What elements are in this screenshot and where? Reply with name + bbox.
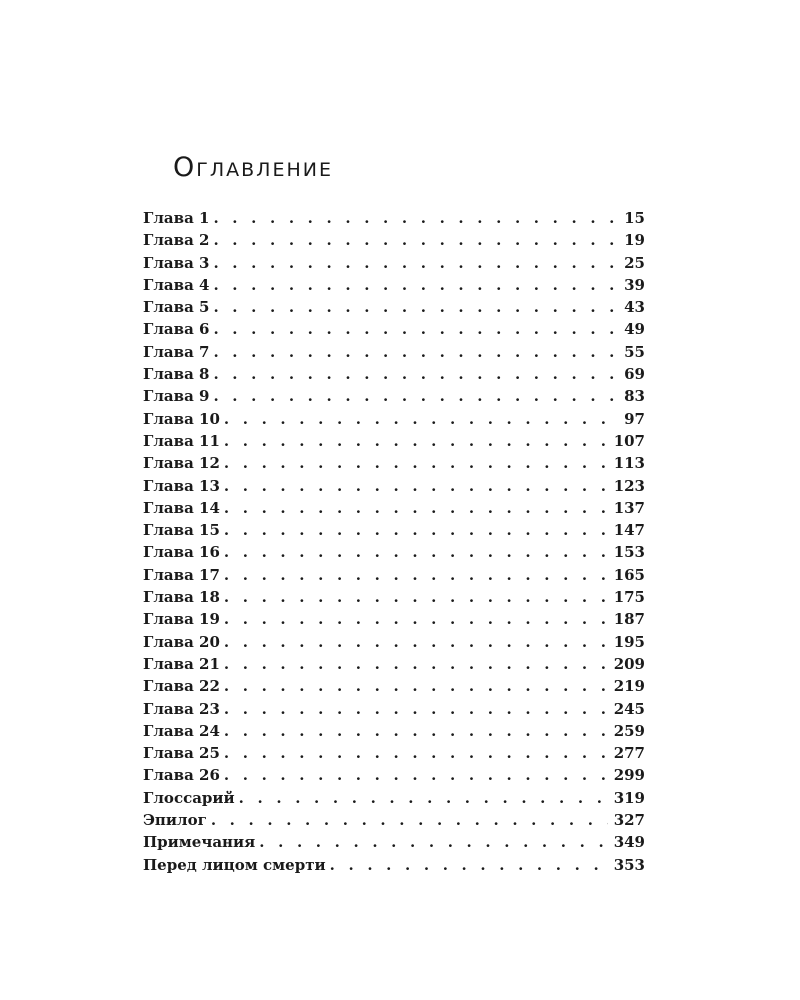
- toc-entry-page-number: 43: [624, 298, 645, 317]
- toc-dot-leader: [224, 586, 608, 608]
- toc-entry-page-number: 165: [613, 565, 645, 584]
- toc-dot-leader: [224, 764, 608, 786]
- toc-dot-leader: [224, 675, 608, 697]
- toc-entry-label: Глава 13: [143, 476, 220, 495]
- toc-entry[interactable]: [143, 608, 645, 630]
- toc-entry-page-number: 147: [613, 521, 645, 540]
- toc-entry-label: Глава 7: [143, 342, 210, 361]
- toc-dot-leader: [224, 541, 608, 563]
- toc-entry-page-number: 137: [613, 498, 645, 517]
- toc-entry-label: Глава 15: [143, 521, 220, 540]
- toc-entry-page-number: 219: [613, 677, 645, 696]
- toc-dot-leader: [224, 564, 608, 586]
- toc-entry-page-number: 97: [624, 409, 645, 428]
- toc-entry-label: Глава 25: [143, 744, 220, 763]
- toc-entry-label: Глава 3: [143, 253, 210, 272]
- toc-dot-leader: [224, 430, 608, 452]
- toc-entry[interactable]: [143, 341, 645, 363]
- toc-entry[interactable]: [143, 541, 645, 563]
- toc-entry[interactable]: [143, 742, 645, 764]
- toc-entry-label: Глава 26: [143, 766, 220, 785]
- toc-entry-label: Глава 1: [143, 209, 210, 227]
- toc-entry-label: Примечания: [143, 833, 256, 852]
- toc-entry-label: Глава 18: [143, 588, 220, 607]
- toc-entry-label: Глава 12: [143, 454, 220, 473]
- toc-dot-leader: [224, 698, 608, 720]
- toc-entry-page-number: 83: [624, 387, 645, 406]
- toc-entry-page-number: 327: [613, 811, 645, 830]
- toc-dot-leader: [213, 274, 618, 296]
- toc-dot-leader: [224, 408, 618, 430]
- toc-entry-label: Глава 24: [143, 721, 220, 740]
- toc-entry-label: Глава 19: [143, 610, 220, 629]
- toc-entry[interactable]: [143, 698, 645, 720]
- toc-entry-page-number: 69: [624, 365, 645, 384]
- toc-entry-page-number: 175: [613, 588, 645, 607]
- toc-entry[interactable]: [143, 385, 645, 407]
- toc-dot-leader: [213, 252, 618, 274]
- toc-entry[interactable]: [143, 787, 645, 809]
- toc-entry[interactable]: [143, 809, 645, 831]
- toc-dot-leader: [224, 653, 608, 675]
- toc-entry[interactable]: [143, 586, 645, 608]
- toc-entry-label: Перед лицом смерти: [143, 855, 326, 874]
- toc-entry-label: Глава 2: [143, 231, 210, 250]
- toc-dot-leader: [224, 452, 608, 474]
- toc-dot-leader: [224, 608, 608, 630]
- toc-entry-page-number: 299: [613, 766, 645, 785]
- toc-entry-label: Глава 4: [143, 275, 210, 294]
- toc-entry[interactable]: [143, 229, 645, 251]
- toc-entry-label: Глава 14: [143, 498, 220, 517]
- toc-dot-leader: [213, 341, 618, 363]
- toc-entry[interactable]: [143, 452, 645, 474]
- toc-entry[interactable]: [143, 519, 645, 541]
- toc-entry-page-number: 209: [613, 654, 645, 673]
- toc-entry[interactable]: [143, 296, 645, 318]
- toc-dot-leader: [213, 207, 618, 229]
- toc-entry-label: Глава 10: [143, 409, 220, 428]
- toc-entry-page-number: 15: [624, 209, 645, 227]
- toc-list: [143, 207, 645, 876]
- toc-entry-page-number: 259: [613, 721, 645, 740]
- toc-dot-leader: [213, 385, 618, 407]
- toc-dot-leader: [224, 475, 608, 497]
- toc-entry-label: Глава 5: [143, 298, 210, 317]
- toc-dot-leader: [239, 787, 608, 809]
- toc-entry[interactable]: [143, 497, 645, 519]
- toc-entry[interactable]: [143, 564, 645, 586]
- toc-dot-leader: [259, 831, 607, 853]
- toc-entry-page-number: 277: [613, 744, 645, 763]
- toc-dot-leader: [224, 519, 608, 541]
- toc-entry[interactable]: [143, 207, 645, 229]
- toc-dot-leader: [213, 363, 618, 385]
- toc-dot-leader: [224, 742, 608, 764]
- toc-dot-leader: [213, 318, 618, 340]
- toc-dot-leader: [224, 720, 608, 742]
- toc-entry-page-number: 319: [613, 788, 645, 807]
- toc-entry[interactable]: [143, 675, 645, 697]
- toc-entry-label: Глава 8: [143, 365, 210, 384]
- toc-entry[interactable]: [143, 363, 645, 385]
- toc-dot-leader: [211, 809, 608, 831]
- toc-entry-page-number: 349: [613, 833, 645, 852]
- toc-entry-page-number: 55: [624, 342, 645, 361]
- toc-entry[interactable]: [143, 764, 645, 786]
- toc-dot-leader: [213, 229, 618, 251]
- toc-entry-label: Глава 11: [143, 431, 220, 450]
- toc-entry[interactable]: [143, 831, 645, 853]
- toc-entry-label: Глава 22: [143, 677, 220, 696]
- toc-entry-page-number: 195: [613, 632, 645, 651]
- toc-entry-label: Глоссарий: [143, 788, 235, 807]
- toc-entry-label: Глава 6: [143, 320, 210, 339]
- toc-dot-leader: [330, 854, 608, 876]
- toc-entry-page-number: 153: [613, 543, 645, 562]
- toc-entry[interactable]: [143, 408, 645, 430]
- toc-entry-label: Эпилог: [143, 811, 207, 830]
- toc-entry[interactable]: [143, 318, 645, 340]
- toc-entry[interactable]: [143, 430, 645, 452]
- toc-dot-leader: [224, 497, 608, 519]
- toc-entry[interactable]: [143, 854, 645, 876]
- toc-entry-page-number: 25: [624, 253, 645, 272]
- toc-entry[interactable]: [143, 252, 645, 274]
- toc-entry[interactable]: [143, 274, 645, 296]
- toc-entry[interactable]: [143, 631, 645, 653]
- toc-entry-label: Глава 20: [143, 632, 220, 651]
- toc-entry[interactable]: [143, 653, 645, 675]
- toc-entry-page-number: 123: [613, 476, 645, 495]
- toc-entry-label: Глава 9: [143, 387, 210, 406]
- toc-entry-page-number: 39: [624, 275, 645, 294]
- toc-entry-page-number: 245: [613, 699, 645, 718]
- toc-entry-page-number: 353: [613, 855, 645, 874]
- toc-entry-label: Глава 17: [143, 565, 220, 584]
- toc-entry-label: Глава 23: [143, 699, 220, 718]
- toc-entry-page-number: 113: [613, 454, 645, 473]
- toc-entry-label: Глава 16: [143, 543, 220, 562]
- toc-entry-page-number: 19: [624, 231, 645, 250]
- toc-title: Оглавление: [173, 152, 333, 183]
- toc-dot-leader: [213, 296, 618, 318]
- toc-entry-label: Глава 21: [143, 654, 220, 673]
- toc-entry-page-number: 187: [613, 610, 645, 629]
- toc-entry[interactable]: [143, 720, 645, 742]
- toc-entry-page-number: 49: [624, 320, 645, 339]
- toc-dot-leader: [224, 631, 608, 653]
- toc-entry-page-number: 107: [613, 431, 645, 450]
- toc-entry[interactable]: [143, 475, 645, 497]
